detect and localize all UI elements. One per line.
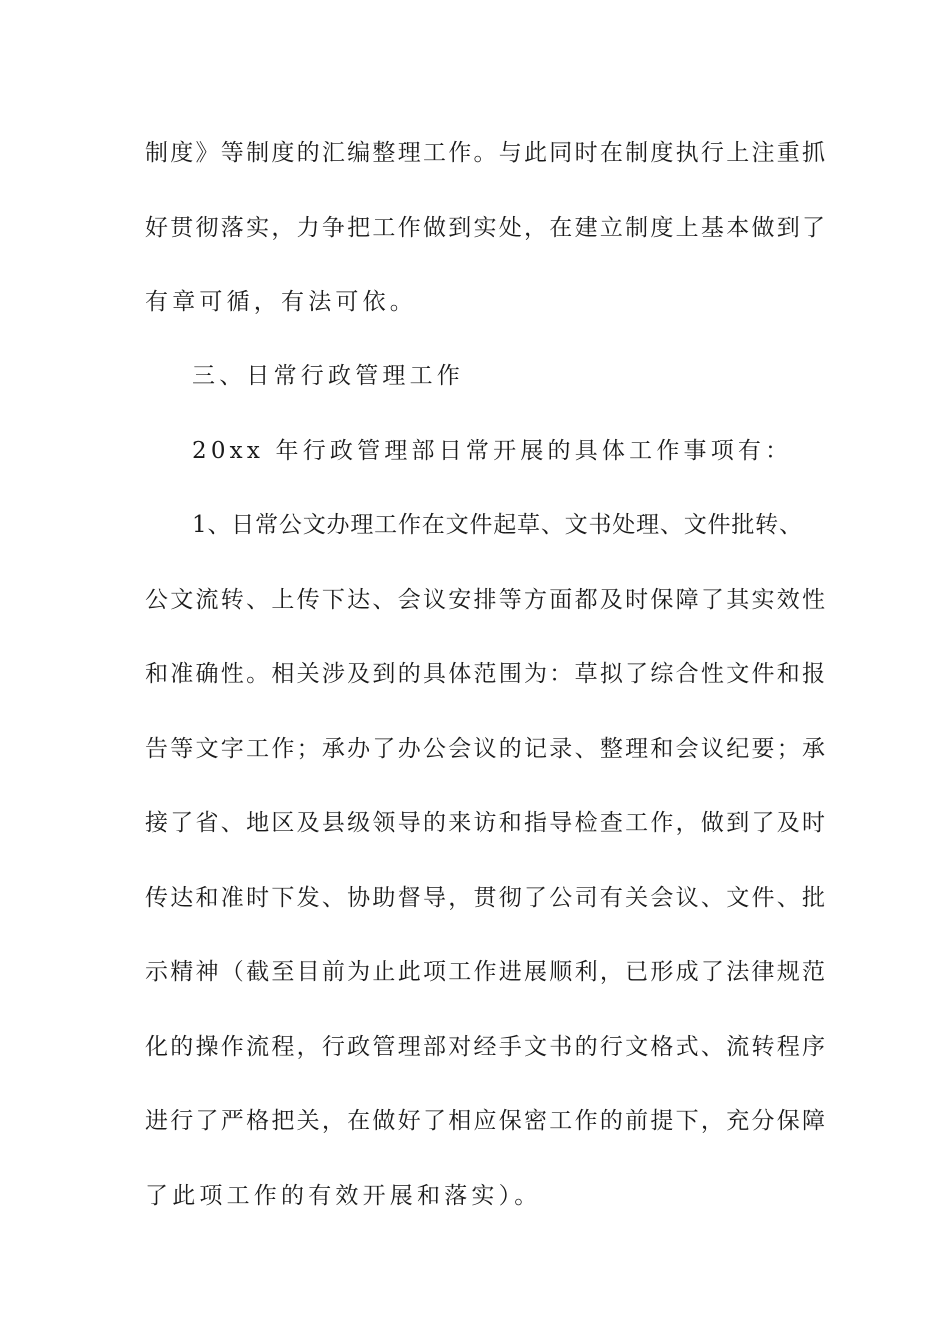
paragraph-line: 20xx 年行政管理部日常开展的具体工作事项有：	[192, 438, 793, 464]
paragraph-line: 公文流转、上传下达、会议安排等方面都及时保障了其实效性	[145, 587, 825, 613]
paragraph-line: 接了省、地区及县级领导的来访和指导检查工作，做到了及时	[145, 810, 825, 836]
list-item-line: 1、日常公文办理工作在文件起草、文书处理、文件批转、	[192, 512, 802, 538]
paragraph-line: 和准确性。相关涉及到的具体范围为：草拟了综合性文件和报	[145, 661, 825, 687]
section-heading: 三、日常行政管理工作	[192, 363, 464, 389]
paragraph-line: 示精神（截至目前为止此项工作进展顺利，已形成了法律规范	[145, 959, 825, 985]
paragraph-line: 告等文字工作；承办了办公会议的记录、整理和会议纪要；承	[145, 736, 825, 762]
paragraph-line: 了此项工作的有效开展和落实）。	[145, 1183, 542, 1209]
paragraph-line: 好贯彻落实，力争把工作做到实处，在建立制度上基本做到了	[145, 215, 825, 241]
paragraph-line: 化的操作流程，行政管理部对经手文书的行文格式、流转程序	[145, 1034, 825, 1060]
paragraph-line: 有章可循，有法可依。	[145, 289, 417, 315]
paragraph-line: 传达和准时下发、协助督导，贯彻了公司有关会议、文件、批	[145, 885, 825, 911]
paragraph-line: 制度》等制度的汇编整理工作。与此同时在制度执行上注重抓	[145, 140, 825, 166]
paragraph-line: 进行了严格把关，在做好了相应保密工作的前提下，充分保障	[145, 1108, 825, 1134]
